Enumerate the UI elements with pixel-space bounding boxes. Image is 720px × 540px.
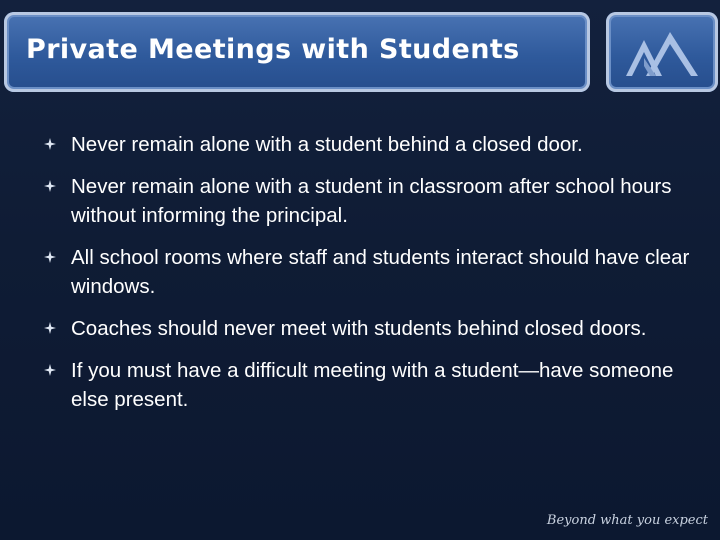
bullet-list	[44, 130, 694, 427]
bullet-item	[44, 172, 694, 230]
tagline: Beyond what you expect	[546, 513, 708, 528]
bullet-text: All school rooms where staff and students interact should have clear windows.	[71, 246, 690, 298]
bullet-text: Never remain alone with a student behind a closed door.	[71, 133, 583, 156]
mountain-peaks-logo-icon	[626, 28, 698, 78]
slide-title: Private Meetings with Students	[26, 34, 520, 65]
logo-panel	[606, 12, 718, 92]
title-panel	[4, 12, 590, 92]
star-bullet-icon	[44, 322, 56, 334]
bullet-text: If you must have a difficult meeting with a student—have someone else present.	[71, 359, 674, 411]
bullet-item	[44, 314, 694, 343]
bullet-text: Never remain alone with a student in classroom after school hours without informing the principal.	[71, 175, 672, 227]
bullet-item	[44, 130, 694, 159]
star-bullet-icon	[44, 364, 56, 376]
bullet-text: Coaches should never meet with students behind closed doors.	[71, 317, 647, 340]
star-bullet-icon	[44, 251, 56, 263]
star-bullet-icon	[44, 180, 56, 192]
bullet-item	[44, 356, 694, 414]
star-bullet-icon	[44, 138, 56, 150]
bullet-item	[44, 243, 694, 301]
